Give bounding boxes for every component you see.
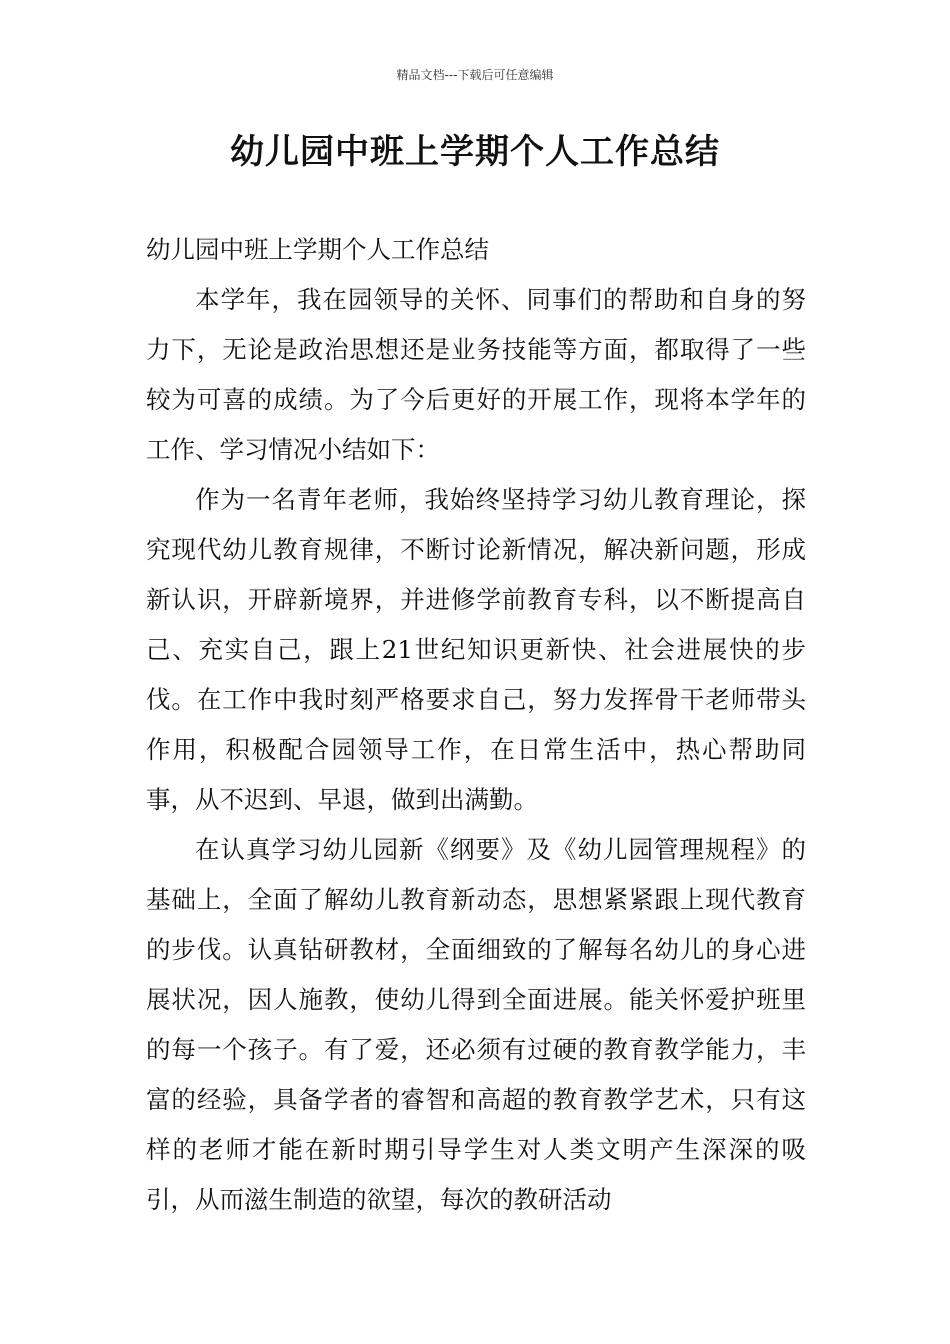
paragraph-2: 作为一名青年老师，我始终坚持学习幼儿教育理论，探究现代幼儿教育规律，不断讨论新情况，解决新问题，形成新认识，开辟新境界，并进修学前教育专科，以不断提高自己、充实自己，跟上21世纪知识更新快、社会进展快的步伐。在工作中我时刻严格要求自己，努力发挥骨干老师带头作用，积极配合园领导工作，在日常生活中，热心帮助同事，从不迟到、早退，做到出满勤。 <box>146 485 806 814</box>
paragraph-1: 本学年，我在园领导的关怀、同事们的帮助和自身的努力下，无论是政治思想还是业务技能等方面，都取得了一些较为可喜的成绩。为了今后更好的开展工作，现将本学年的工作、学习情况小结如下： <box>146 285 806 464</box>
paragraph-3: 在认真学习幼儿园新《纲要》及《幼儿园管理规程》的基础上，全面了解幼儿教育新动态，思想紧紧跟上现代教育的步伐。认真钻研教材，全面细致的了解每名幼儿的身心进展状况，因人施教，使幼儿得到全面进展。能关怀爱护班里的每一个孩子。有了爱，还必须有过硬的教育教学能力，丰富的经验，具备学者的睿智和高超的教育教学艺术，只有这样的老师才能在新时期引导学生对人类文明产生深深的吸引，从而滋生制造的欲望，每次的教研活动 <box>146 835 806 1214</box>
document-body <box>146 225 806 1225</box>
document-subtitle: 幼儿园中班上学期个人工作总结 <box>146 235 489 264</box>
document-title: 幼儿园中班上学期个人工作总结 <box>230 132 720 172</box>
header-note: 精品文档---下载后可任意编辑 <box>396 68 554 82</box>
